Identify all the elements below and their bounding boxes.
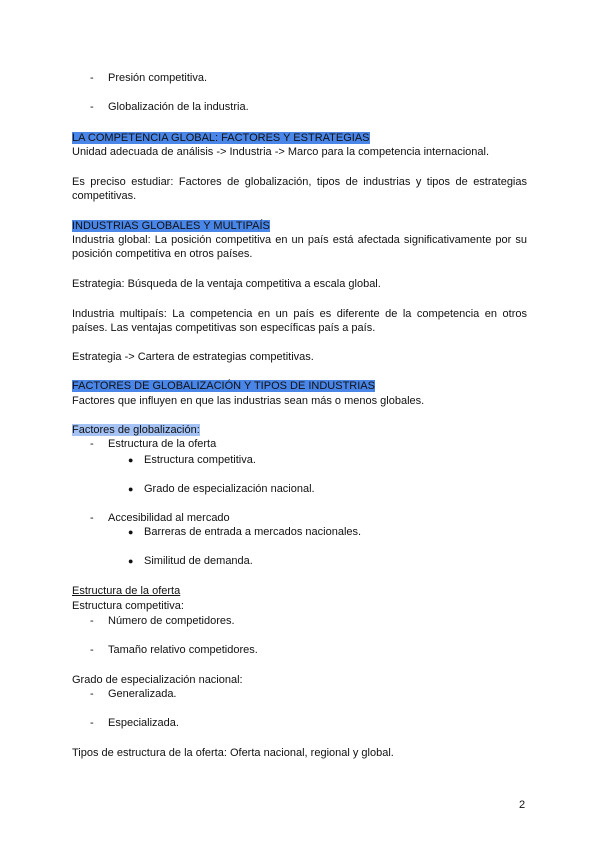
list-item: Accesibilidad al mercado xyxy=(108,512,230,524)
page-number: 2 xyxy=(519,799,526,811)
label: Estructura competitiva: xyxy=(72,600,184,612)
heading-text: FACTORES DE GLOBALIZACIÓN Y TIPOS DE INDUSTRIAS xyxy=(72,380,375,392)
label: Grado de especialización nacional: xyxy=(72,674,243,686)
paragraph-line: Industria global: La posición competitiva en un país está afectada significativamente por su xyxy=(72,234,527,246)
paragraph-line: posición competitiva en otros países. xyxy=(72,248,253,260)
dash-bullet: - xyxy=(90,438,94,450)
paragraph-line: Es preciso estudiar: Factores de globalización, tipos de industrias y tipos de estrategias xyxy=(72,176,527,188)
section-heading-competencia-global xyxy=(72,131,370,145)
sub-heading-text: Estructura de la oferta xyxy=(72,585,181,597)
sub-heading-estructura-oferta xyxy=(72,584,180,598)
dash-bullet: - xyxy=(90,72,94,84)
dash-bullet: - xyxy=(90,615,94,627)
list-item: Especializada. xyxy=(108,717,179,729)
list-item: Grado de especialización nacional. xyxy=(144,483,315,495)
list-item: Generalizada. xyxy=(108,688,177,700)
section-heading-factores-globalizacion xyxy=(72,379,375,393)
paragraph: Estrategia: Búsqueda de la ventaja competitiva a escala global. xyxy=(72,278,381,290)
paragraph: Unidad adecuada de análisis -> Industria -> Marco para la competencia internacional. xyxy=(72,146,490,158)
dash-bullet: - xyxy=(90,717,94,729)
dot-bullet: ● xyxy=(128,484,134,494)
paragraph-line: Industria multipaís: La competencia en un país es diferente de la competencia en otros xyxy=(72,308,527,320)
list-item: Número de competidores. xyxy=(108,615,235,627)
dash-bullet: - xyxy=(90,644,94,656)
list-item: Barreras de entrada a mercados nacionales. xyxy=(144,526,362,538)
sub-heading-text: Factores de globalización: xyxy=(72,424,200,436)
paragraph-line: países. Las ventajas competitivas son específicas país a país. xyxy=(72,322,376,334)
paragraph: Factores que influyen en que las industrias sean más o menos globales. xyxy=(72,395,425,407)
list-item: Globalización de la industria. xyxy=(108,101,249,113)
list-item: Similitud de demanda. xyxy=(144,555,253,567)
section-heading-industrias-globales xyxy=(72,219,270,233)
paragraph: Estrategia -> Cartera de estrategias competitivas. xyxy=(72,351,314,363)
paragraph-line: competitivas. xyxy=(72,190,137,202)
paragraph: Tipos de estructura de la oferta: Oferta nacional, regional y global. xyxy=(72,747,394,759)
list-item: Tamaño relativo competidores. xyxy=(108,644,258,656)
dot-bullet: ● xyxy=(128,455,134,465)
heading-text: INDUSTRIAS GLOBALES Y MULTIPAÍS xyxy=(72,220,270,232)
list-item: Estructura de la oferta xyxy=(108,438,217,450)
dot-bullet: ● xyxy=(128,527,134,537)
dash-bullet: - xyxy=(90,688,94,700)
sub-heading xyxy=(72,423,200,437)
dash-bullet: - xyxy=(90,101,94,113)
heading-text: LA COMPETENCIA GLOBAL: FACTORES Y ESTRATEGIAS xyxy=(72,132,370,144)
list-item: Presión competitiva. xyxy=(108,72,208,84)
list-item: Estructura competitiva. xyxy=(144,454,256,466)
dash-bullet: - xyxy=(90,512,94,524)
dot-bullet: ● xyxy=(128,556,134,566)
